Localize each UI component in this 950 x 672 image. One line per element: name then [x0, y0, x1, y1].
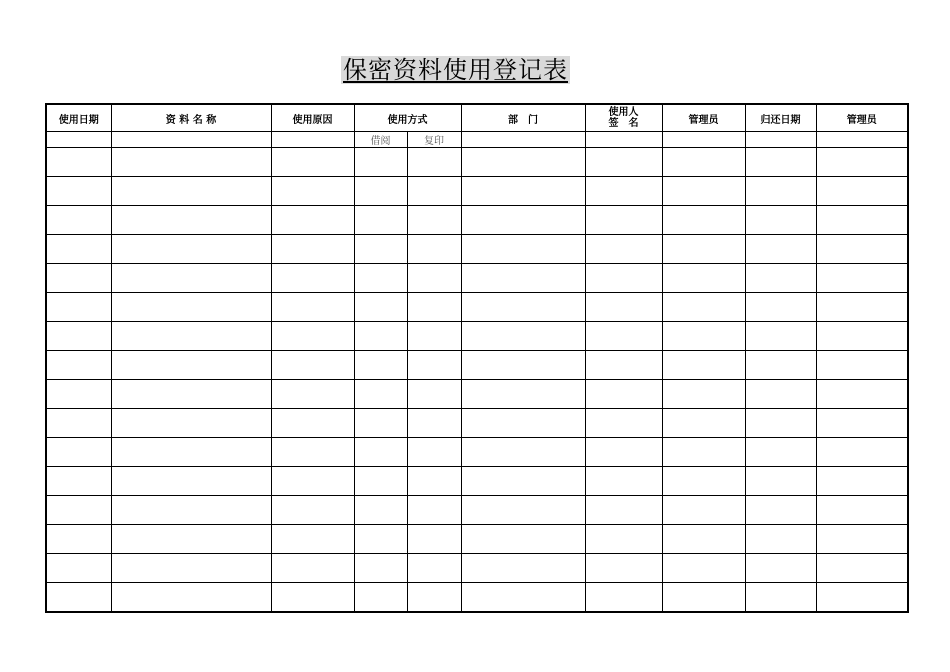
- entry-cell[interactable]: [271, 380, 354, 409]
- entry-cell[interactable]: [354, 583, 407, 613]
- header-manager: 管理员: [662, 104, 745, 132]
- table-cell: [816, 132, 908, 148]
- header-return-date: 归还日期: [745, 104, 816, 132]
- entry-cell[interactable]: [745, 409, 816, 438]
- header-row: [46, 104, 908, 132]
- entry-cell[interactable]: [111, 293, 271, 322]
- entry-cell[interactable]: [585, 380, 662, 409]
- entry-cell[interactable]: [46, 409, 111, 438]
- entry-cell[interactable]: [816, 177, 908, 206]
- entry-cell[interactable]: [745, 264, 816, 293]
- entry-cell[interactable]: [46, 496, 111, 525]
- entry-cell[interactable]: [461, 409, 585, 438]
- entry-cell[interactable]: [271, 293, 354, 322]
- header-material-name: 资 料 名 称: [111, 104, 271, 132]
- entry-cell[interactable]: [271, 438, 354, 467]
- entry-cell[interactable]: [271, 177, 354, 206]
- entry-cell[interactable]: [585, 467, 662, 496]
- entry-cell[interactable]: [46, 438, 111, 467]
- entry-cell[interactable]: [745, 496, 816, 525]
- entry-cell[interactable]: [816, 380, 908, 409]
- entry-cell[interactable]: [461, 235, 585, 264]
- entry-cell[interactable]: [46, 583, 111, 613]
- entry-cell[interactable]: [46, 467, 111, 496]
- entry-cell[interactable]: [662, 554, 745, 583]
- entry-cell[interactable]: [111, 554, 271, 583]
- entry-cell[interactable]: [745, 177, 816, 206]
- table-cell: [111, 132, 271, 148]
- entry-cell[interactable]: [461, 206, 585, 235]
- form-title: 保密资料使用登记表: [343, 56, 568, 84]
- entry-cell[interactable]: [585, 293, 662, 322]
- entry-cell[interactable]: [111, 496, 271, 525]
- table-row: [46, 496, 908, 525]
- entry-cell[interactable]: [354, 235, 407, 264]
- entry-cell[interactable]: [585, 351, 662, 380]
- entry-cell[interactable]: [745, 351, 816, 380]
- entry-cell[interactable]: [407, 583, 461, 613]
- entry-cell[interactable]: [271, 525, 354, 554]
- entry-cell[interactable]: [111, 264, 271, 293]
- entry-cell[interactable]: [407, 235, 461, 264]
- entry-cell[interactable]: [46, 525, 111, 554]
- entry-cell[interactable]: [461, 467, 585, 496]
- entry-cell[interactable]: [407, 351, 461, 380]
- subheader-borrow: 借阅: [354, 132, 407, 148]
- entry-cell[interactable]: [745, 467, 816, 496]
- table-cell: [662, 132, 745, 148]
- entry-cell[interactable]: [271, 496, 354, 525]
- entry-cell[interactable]: [816, 554, 908, 583]
- entry-cell[interactable]: [354, 467, 407, 496]
- entry-cell[interactable]: [461, 496, 585, 525]
- table-row: [46, 351, 908, 380]
- entry-cell[interactable]: [111, 409, 271, 438]
- entry-cell[interactable]: [354, 206, 407, 235]
- entry-cell[interactable]: [407, 409, 461, 438]
- entry-cell[interactable]: [354, 409, 407, 438]
- entry-cell[interactable]: [111, 583, 271, 613]
- entry-cell[interactable]: [816, 235, 908, 264]
- entry-cell[interactable]: [111, 380, 271, 409]
- table-row: [46, 467, 908, 496]
- entry-cell[interactable]: [407, 496, 461, 525]
- entry-cell[interactable]: [585, 206, 662, 235]
- table-row: [46, 148, 908, 177]
- entry-cell[interactable]: [46, 206, 111, 235]
- table-cell: [585, 132, 662, 148]
- entry-cell[interactable]: [816, 525, 908, 554]
- entry-cell[interactable]: [816, 583, 908, 613]
- entry-cell[interactable]: [354, 351, 407, 380]
- entry-cell[interactable]: [662, 148, 745, 177]
- entry-cell[interactable]: [816, 264, 908, 293]
- entry-cell[interactable]: [461, 525, 585, 554]
- entry-cell[interactable]: [585, 496, 662, 525]
- entry-cell[interactable]: [662, 351, 745, 380]
- entry-cell[interactable]: [271, 148, 354, 177]
- entry-cell[interactable]: [111, 351, 271, 380]
- entry-cell[interactable]: [407, 177, 461, 206]
- entry-cell[interactable]: [461, 438, 585, 467]
- entry-cell[interactable]: [745, 148, 816, 177]
- entry-cell[interactable]: [354, 496, 407, 525]
- header-manager-2: 管理员: [816, 104, 908, 132]
- entry-cell[interactable]: [111, 148, 271, 177]
- entry-cell[interactable]: [745, 554, 816, 583]
- entry-cell[interactable]: [816, 467, 908, 496]
- table-cell: [271, 132, 354, 148]
- entry-cell[interactable]: [407, 206, 461, 235]
- entry-cell[interactable]: [271, 409, 354, 438]
- header-use-method: 使用方式: [354, 104, 461, 132]
- subheader-row: [46, 132, 908, 148]
- entry-cell[interactable]: [662, 409, 745, 438]
- header-use-date: 使用日期: [46, 104, 111, 132]
- entry-cell[interactable]: [271, 235, 354, 264]
- entry-cell[interactable]: [745, 206, 816, 235]
- entry-cell[interactable]: [585, 264, 662, 293]
- entry-cell[interactable]: [585, 554, 662, 583]
- entry-cell[interactable]: [46, 351, 111, 380]
- entry-cell[interactable]: [271, 322, 354, 351]
- table-row: [46, 438, 908, 467]
- entry-cell[interactable]: [407, 148, 461, 177]
- entry-cell[interactable]: [271, 206, 354, 235]
- entry-cell[interactable]: [111, 177, 271, 206]
- entry-cell[interactable]: [271, 583, 354, 613]
- entry-cell[interactable]: [407, 554, 461, 583]
- entry-cell[interactable]: [271, 264, 354, 293]
- entry-cell[interactable]: [46, 293, 111, 322]
- entry-cell[interactable]: [111, 525, 271, 554]
- entry-cell[interactable]: [111, 467, 271, 496]
- table-row: [46, 235, 908, 264]
- entry-cell[interactable]: [816, 148, 908, 177]
- entry-cell[interactable]: [816, 496, 908, 525]
- entry-cell[interactable]: [816, 293, 908, 322]
- entry-cell[interactable]: [745, 583, 816, 613]
- entry-cell[interactable]: [407, 438, 461, 467]
- entry-cell[interactable]: [745, 380, 816, 409]
- table-row: [46, 293, 908, 322]
- entry-cell[interactable]: [662, 467, 745, 496]
- entry-cell[interactable]: [662, 322, 745, 351]
- header-signer-line2: 签 名: [608, 118, 639, 129]
- entry-cell[interactable]: [407, 525, 461, 554]
- table-cell: [46, 132, 111, 148]
- entry-cell[interactable]: [46, 264, 111, 293]
- entry-cell[interactable]: [407, 293, 461, 322]
- entry-cell[interactable]: [662, 525, 745, 554]
- entry-cell[interactable]: [662, 496, 745, 525]
- table-row: [46, 525, 908, 554]
- entry-cell[interactable]: [111, 206, 271, 235]
- entry-cell[interactable]: [585, 177, 662, 206]
- entry-cell[interactable]: [407, 322, 461, 351]
- entry-cell[interactable]: [662, 235, 745, 264]
- entry-cell[interactable]: [354, 322, 407, 351]
- entry-cell[interactable]: [354, 554, 407, 583]
- registration-table: [45, 103, 909, 613]
- entry-cell[interactable]: [407, 264, 461, 293]
- entry-cell[interactable]: [354, 438, 407, 467]
- entry-cell[interactable]: [816, 206, 908, 235]
- entry-cell[interactable]: [585, 438, 662, 467]
- entry-cell[interactable]: [461, 322, 585, 351]
- entry-cell[interactable]: [46, 177, 111, 206]
- table-cell: [461, 132, 585, 148]
- header-use-reason: 使用原因: [271, 104, 354, 132]
- entry-cell[interactable]: [816, 351, 908, 380]
- entry-cell[interactable]: [46, 554, 111, 583]
- table-row: [46, 583, 908, 613]
- entry-cell[interactable]: [585, 409, 662, 438]
- entry-cell[interactable]: [585, 322, 662, 351]
- entry-cell[interactable]: [354, 264, 407, 293]
- header-signer-line1: 使用人: [608, 107, 639, 118]
- table-row: [46, 177, 908, 206]
- entry-cell[interactable]: [111, 438, 271, 467]
- entry-cell[interactable]: [461, 583, 585, 613]
- entry-cell[interactable]: [461, 148, 585, 177]
- entry-cell[interactable]: [662, 380, 745, 409]
- table-row: [46, 409, 908, 438]
- entry-cell[interactable]: [111, 235, 271, 264]
- entry-cell[interactable]: [111, 322, 271, 351]
- table-row: [46, 322, 908, 351]
- entry-cell[interactable]: [816, 322, 908, 351]
- entry-cell[interactable]: [745, 235, 816, 264]
- entry-cell[interactable]: [461, 351, 585, 380]
- entry-cell[interactable]: [461, 380, 585, 409]
- entry-cell[interactable]: [271, 554, 354, 583]
- entry-cell[interactable]: [46, 322, 111, 351]
- header-department: 部 门: [461, 104, 585, 132]
- entry-cell[interactable]: [46, 380, 111, 409]
- header-signer: [585, 104, 662, 132]
- entry-cell[interactable]: [745, 525, 816, 554]
- table-cell: [745, 132, 816, 148]
- entry-cell[interactable]: [354, 148, 407, 177]
- entry-cell[interactable]: [461, 177, 585, 206]
- entry-cell[interactable]: [354, 525, 407, 554]
- table-row: [46, 206, 908, 235]
- entry-cell[interactable]: [585, 525, 662, 554]
- entry-cell[interactable]: [271, 351, 354, 380]
- table-row: [46, 380, 908, 409]
- entry-cell[interactable]: [816, 438, 908, 467]
- entry-cell[interactable]: [662, 293, 745, 322]
- entry-cell[interactable]: [745, 293, 816, 322]
- entry-cell[interactable]: [461, 293, 585, 322]
- entry-cell[interactable]: [585, 583, 662, 613]
- entry-cell[interactable]: [662, 177, 745, 206]
- entry-cell[interactable]: [354, 293, 407, 322]
- entry-cell[interactable]: [816, 409, 908, 438]
- entry-cell[interactable]: [662, 583, 745, 613]
- entry-cell[interactable]: [354, 380, 407, 409]
- entry-cell[interactable]: [407, 380, 461, 409]
- entry-cell[interactable]: [745, 322, 816, 351]
- subheader-copy: 复印: [407, 132, 461, 148]
- entry-cell[interactable]: [354, 177, 407, 206]
- entry-cell[interactable]: [662, 264, 745, 293]
- entry-cell[interactable]: [585, 235, 662, 264]
- table-row: [46, 264, 908, 293]
- entry-cell[interactable]: [461, 264, 585, 293]
- entry-cell[interactable]: [46, 235, 111, 264]
- entry-cell[interactable]: [585, 148, 662, 177]
- entry-cell[interactable]: [662, 206, 745, 235]
- entry-cell[interactable]: [461, 554, 585, 583]
- entry-cell[interactable]: [407, 467, 461, 496]
- table-row: [46, 554, 908, 583]
- entry-cell[interactable]: [271, 467, 354, 496]
- entry-cell[interactable]: [46, 148, 111, 177]
- entry-cell[interactable]: [662, 438, 745, 467]
- entry-cell[interactable]: [745, 438, 816, 467]
